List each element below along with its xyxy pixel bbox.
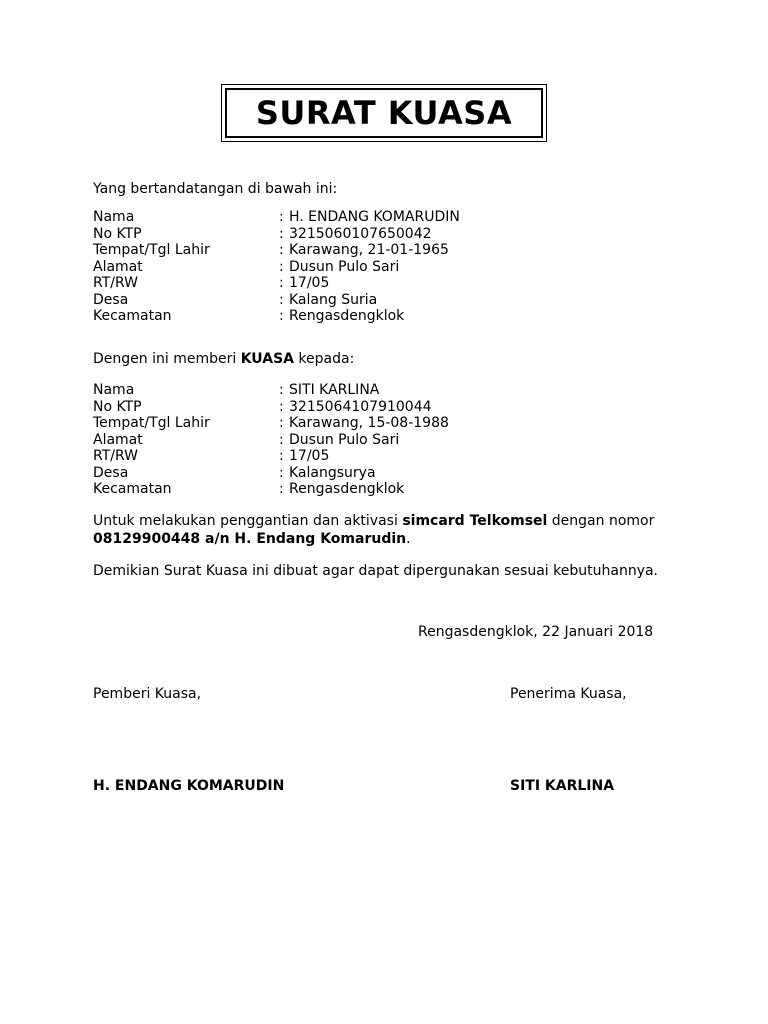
field-separator: : xyxy=(279,398,284,415)
field-label: RT/RW xyxy=(93,448,138,464)
receiver-label: Penerima Kuasa, xyxy=(510,686,627,702)
intro-text: Yang bertandatangan di bawah ini: xyxy=(93,181,338,197)
field-label: No KTP xyxy=(93,398,142,415)
field-separator: : xyxy=(279,382,284,398)
purpose-simcard: simcard Telkomsel xyxy=(402,513,548,529)
document-title: SURAT KUASA xyxy=(255,94,513,132)
purpose-text: dengan nomor xyxy=(547,513,655,529)
field-value: Kalang Suria xyxy=(289,291,378,308)
giver-name: H. ENDANG KOMARUDIN xyxy=(93,778,285,794)
field-value: Kalangsurya xyxy=(289,464,376,481)
field-value: 17/05 xyxy=(289,448,330,464)
purpose-line-1 xyxy=(93,513,654,530)
field-label: Tempat/Tgl Lahir xyxy=(93,242,210,258)
transfer-keyword: KUASA xyxy=(240,351,294,367)
field-value: H. ENDANG KOMARUDIN xyxy=(289,209,460,225)
field-separator: : xyxy=(279,275,284,291)
receiver-name: SITI KARLINA xyxy=(510,778,615,794)
transfer-suffix: kepada: xyxy=(293,351,355,367)
field-label: Alamat xyxy=(93,431,143,448)
field-separator: : xyxy=(279,481,284,497)
field-value: Rengasdengklok xyxy=(289,308,405,324)
field-separator: : xyxy=(279,258,284,275)
field-separator: : xyxy=(279,464,284,481)
purpose-period: . xyxy=(406,531,411,547)
field-separator: : xyxy=(279,242,284,258)
field-separator: : xyxy=(279,209,284,225)
field-label: Nama xyxy=(93,382,135,398)
field-label: Desa xyxy=(93,291,129,308)
field-value: 3215064107910044 xyxy=(289,398,432,415)
field-label: Kecamatan xyxy=(93,481,172,497)
field-label: Alamat xyxy=(93,258,143,275)
title-inner-frame xyxy=(225,88,543,138)
field-value: 17/05 xyxy=(289,275,330,291)
field-label: Tempat/Tgl Lahir xyxy=(93,415,210,431)
field-value: Dusun Pulo Sari xyxy=(289,258,400,275)
purpose-text: Untuk melakukan penggantian dan aktivasi xyxy=(93,513,403,529)
field-separator: : xyxy=(279,448,284,464)
purpose-number: 08129900448 a/n H. Endang Komarudin xyxy=(93,531,407,547)
field-separator: : xyxy=(279,431,284,448)
field-separator: : xyxy=(279,225,284,242)
place-date: Rengasdengklok, 22 Januari 2018 xyxy=(418,624,654,640)
field-value: Rengasdengklok xyxy=(289,481,405,497)
field-value: Dusun Pulo Sari xyxy=(289,431,400,448)
title-frame xyxy=(221,84,547,142)
field-value: SITI KARLINA xyxy=(289,382,380,398)
giver-label: Pemberi Kuasa, xyxy=(93,686,202,702)
field-separator: : xyxy=(279,308,284,324)
field-label: Desa xyxy=(93,464,129,481)
field-label: RT/RW xyxy=(93,275,138,291)
field-separator: : xyxy=(279,415,284,431)
field-label: No KTP xyxy=(93,225,142,242)
transfer-statement xyxy=(93,351,354,368)
field-separator: : xyxy=(279,291,284,308)
field-label: Kecamatan xyxy=(93,308,172,324)
field-value: Karawang, 21-01-1965 xyxy=(289,242,449,258)
field-value: Karawang, 15-08-1988 xyxy=(289,415,449,431)
transfer-prefix: Dengen ini memberi xyxy=(93,351,241,367)
field-value: 3215060107650042 xyxy=(289,225,432,242)
purpose-line-2 xyxy=(93,531,411,548)
field-label: Nama xyxy=(93,209,135,225)
closing-text: Demikian Surat Kuasa ini dibuat agar dapat dipergunakan sesuai kebutuhannya. xyxy=(93,563,659,579)
